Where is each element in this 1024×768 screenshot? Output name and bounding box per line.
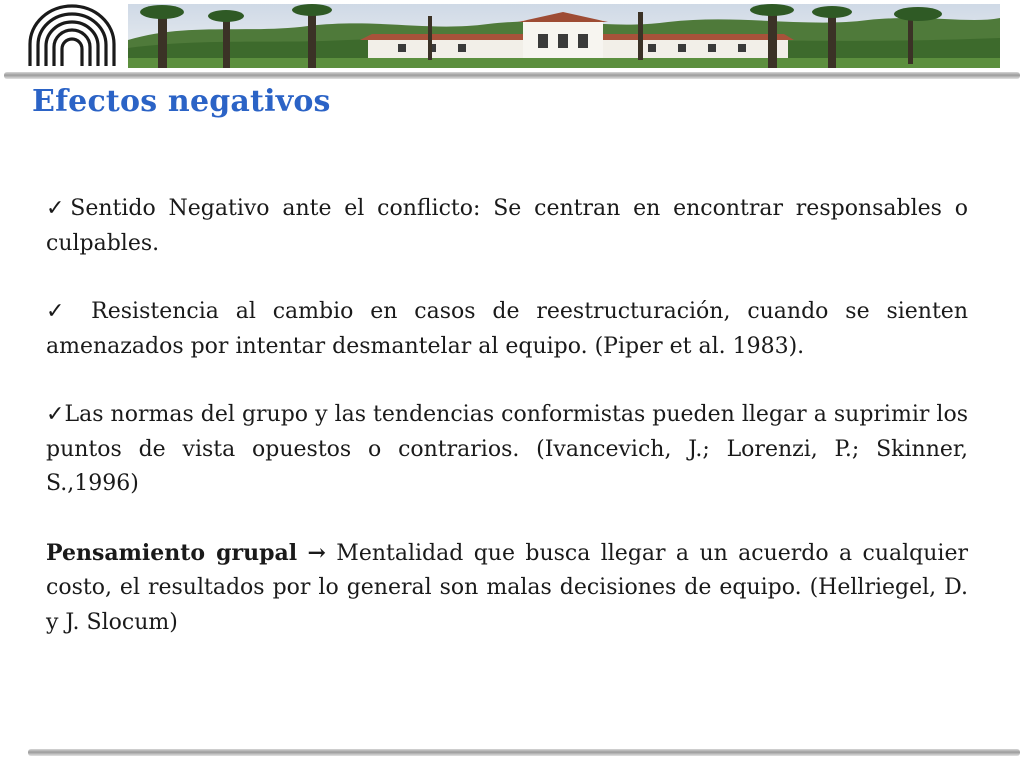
- definition-paragraph: [46, 536, 968, 641]
- slide-body: [46, 192, 968, 640]
- checkmark-icon: ✓: [46, 196, 71, 221]
- bullet-paragraph: [46, 398, 968, 502]
- definition-text: Mentalidad que busca llegar a un acuerdo a cualquier costo, el resultados por lo general son malas decisiones de equipo. (Hellriegel, D. y J. Slocum): [46, 540, 968, 635]
- checkmark-icon: ✓: [46, 402, 65, 427]
- header-divider: [4, 72, 1020, 79]
- bullet-paragraph: [46, 295, 968, 364]
- definition-term: Pensamiento grupal: [46, 539, 298, 566]
- bullet-text: Las normas del grupo y las tendencias conformistas pueden llegar a suprimir los puntos de vista opuestos o contrarios. (Ivancevich, J.; Lorenzi, P.; Skinner, S.,1996): [46, 402, 968, 496]
- slide-title: Efectos negativos: [32, 84, 331, 119]
- bullet-text: Sentido Negativo ante el conflicto: Se centran en encontrar responsables o culpables.: [46, 196, 968, 256]
- bullet-text: Resistencia al cambio en casos de reestructuración, cuando se sienten amenazados por intentar desmantelar al equipo. (Piper et al. 1983).: [46, 299, 968, 359]
- footer-divider: [28, 749, 1020, 756]
- checkmark-icon: ✓: [46, 299, 92, 324]
- campus-banner-image: [128, 4, 1000, 68]
- arrow-right-icon: →: [307, 539, 326, 566]
- bullet-paragraph: [46, 192, 968, 261]
- university-logo-icon: [22, 4, 122, 70]
